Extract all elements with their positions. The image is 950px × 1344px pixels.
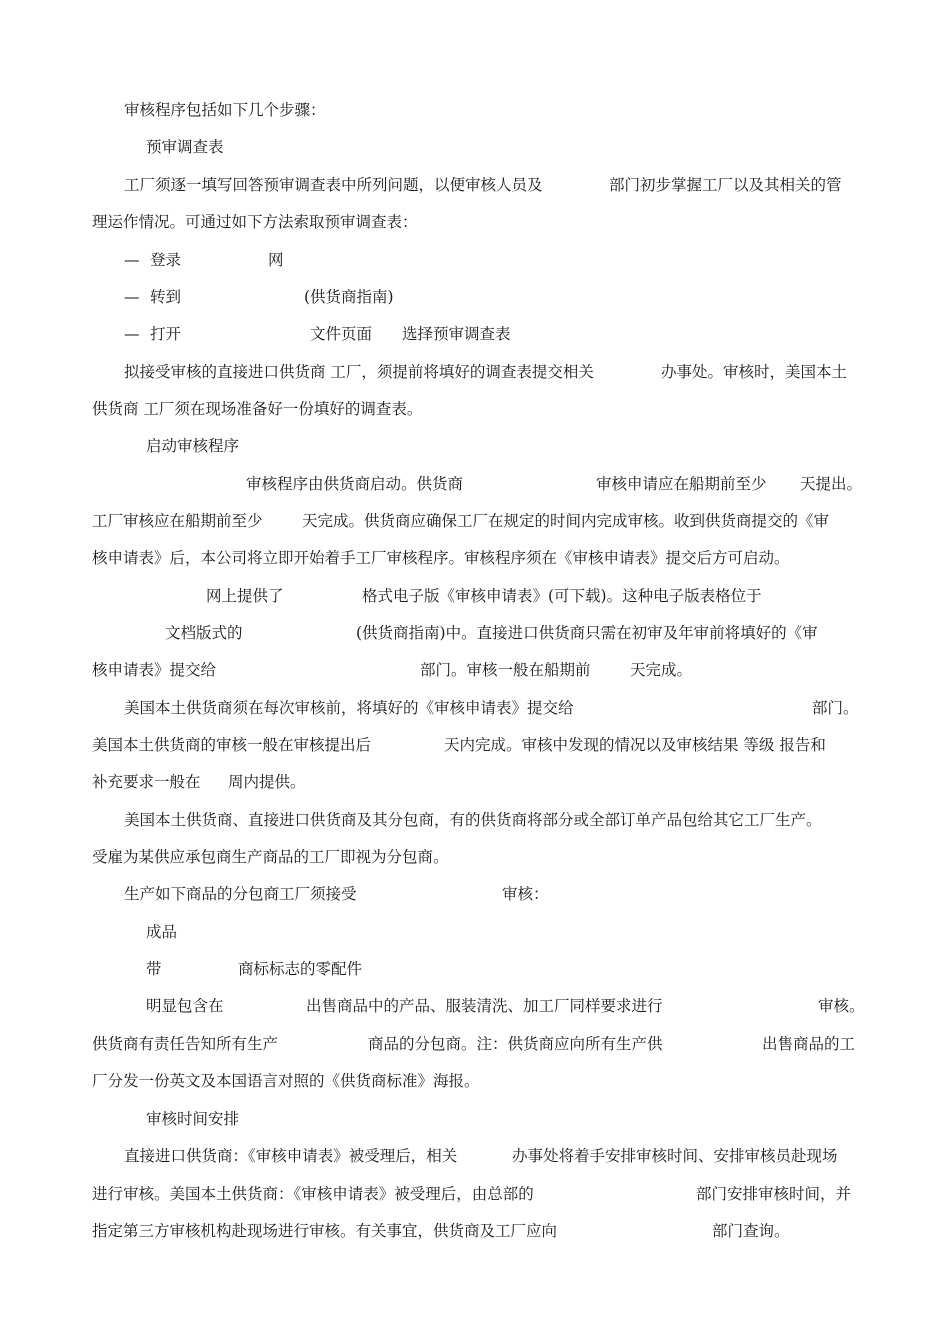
paragraph-line [0,733,950,757]
text-segment: 美国本土供货商、直接进口供货商及其分包商，有的供货商将部分或全部订单产品包给其它工厂生产。 [124,811,822,829]
dash-bullet: — [124,251,140,269]
text-segment: 出售商品中的产品、服装清洗、加工厂同样要求进行 [306,997,663,1015]
text-segment: 文件页面 [310,325,373,343]
paragraph-line [0,509,950,533]
dash-bullet: — [124,288,140,306]
text-segment: 补充要求一般在 [92,773,201,791]
paragraph-line [0,696,950,720]
text-segment: 明显包含在 [146,997,224,1015]
list-item [0,920,950,944]
paragraph-line [0,546,950,570]
intro-text: 审核程序包括如下几个步骤： [124,101,326,119]
text-segment: 核申请表》后，本公司将立即开始着手工厂审核程序。审核程序须在《审核申请表》提交后方可启动。 [92,549,790,567]
text-segment: 转到 [150,288,182,306]
text-segment: 厂分发一份英文及本国语言对照的《供货商标准》海报。 [92,1072,480,1090]
paragraph-line [0,472,950,496]
text-segment: (供货商指南)中。直接进口供货商只需在初审及年审前将填好的《审 [356,624,818,642]
text-segment: 审核申请应在船期前至少 [596,475,767,493]
text-segment: 天完成。供货商应确保工厂在规定的时间内完成审核。收到供货商提交的《审 [302,512,830,530]
text-segment: 商品的分包商。注：供货商应向所有生产供 [368,1035,663,1053]
text-segment: 办事处将着手安排审核时间、安排审核员赴现场 [512,1147,838,1165]
text-segment: 审核程序由供货商启动。供货商 [246,475,464,493]
text-segment: 受雇为某供应承包商生产商品的工厂即视为分包商。 [92,848,449,866]
text-segment: 美国本土供货商的审核一般在审核提出后 [92,736,372,754]
text-segment: 网上提供了 [206,587,284,605]
section-heading [0,1107,950,1131]
paragraph-line [0,994,950,1018]
text-segment: 指定第三方审核机构赴现场进行审核。有关事宜，供货商及工厂应向 [92,1222,558,1240]
text-segment: 格式电子版《审核申请表》(可下载)。这种电子版表格位于 [362,587,762,605]
text-segment: 天完成。 [630,661,693,679]
text-segment: 商标标志的零配件 [238,960,363,978]
heading-text: 预审调查表 [146,138,224,156]
paragraph-line [0,360,950,384]
text-segment: 办事处。审核时，美国本土 [661,363,848,381]
list-item [0,957,950,981]
text-segment: 供货商有责任告知所有生产 [92,1035,279,1053]
text-segment: 登录 [150,251,182,269]
text-segment: 工厂审核应在船期前至少 [92,512,263,530]
text-segment: 美国本土供货商须在每次审核前，将填好的《审核申请表》提交给 [124,699,574,717]
text-segment: (供货商指南) [304,288,394,306]
paragraph-line [0,1182,950,1206]
paragraph-line [0,397,950,421]
text-segment: 理运作情况。可通过如下方法索取预审调查表： [92,213,418,231]
paragraph-line [0,882,950,906]
text-segment: 部门。 [812,699,859,717]
text-segment: 拟接受审核的直接进口供货商 工厂，须提前将填好的调查表提交相关 [124,363,594,381]
paragraph-line [0,584,950,608]
step-item [0,322,950,346]
text-segment: 天内完成。审核中发现的情况以及审核结果 等级 报告和 [444,736,826,754]
text-segment: 选择预审调查表 [402,325,511,343]
text-segment: 网 [268,251,284,269]
paragraph-line [0,658,950,682]
heading-text: 启动审核程序 [146,437,240,455]
text-segment: 天提出。 [800,475,863,493]
text-segment: 审核。 [818,997,865,1015]
paragraph-line [0,808,950,832]
text-segment: 部门安排审核时间，并 [696,1185,852,1203]
paragraph-line [0,1219,950,1243]
text-segment: 工厂须逐一填写回答预审调查表中所列问题，以便审核人员及 [124,176,543,194]
text-segment: 供货商 工厂须在现场准备好一份填好的调查表。 [92,400,423,418]
section-heading [0,135,950,159]
paragraph-line [0,770,950,794]
text-segment: 部门初步掌握工厂以及其相关的管 [609,176,842,194]
paragraph-line [0,1032,950,1056]
paragraph-line [0,845,950,869]
step-item [0,285,950,309]
text-segment: 周内提供。 [228,773,306,791]
heading-text: 审核时间安排 [146,1110,240,1128]
dash-bullet: — [124,325,140,343]
text-segment: 核申请表》提交给 [92,661,217,679]
text-segment: 审核： [502,885,549,903]
text-segment: 带 [146,960,162,978]
text-segment: 成品 [146,923,178,941]
paragraph-line [0,1144,950,1168]
text-segment: 打开 [150,325,182,343]
text-segment: 部门。审核一般在船期前 [420,661,591,679]
text-segment: 部门查询。 [712,1222,790,1240]
intro-line [0,98,950,122]
text-segment: 出售商品的工 [762,1035,856,1053]
paragraph-line [0,621,950,645]
text-segment: 生产如下商品的分包商工厂须接受 [124,885,357,903]
paragraph-line [0,210,950,234]
step-item [0,248,950,272]
text-segment: 进行审核。美国本土供货商：《审核申请表》被受理后，由总部的 [92,1185,534,1203]
section-heading [0,434,950,458]
paragraph-line [0,173,950,197]
text-segment: 直接进口供货商：《审核申请表》被受理后，相关 [124,1147,458,1165]
paragraph-line [0,1069,950,1093]
text-segment: 文档版式的 [165,624,243,642]
